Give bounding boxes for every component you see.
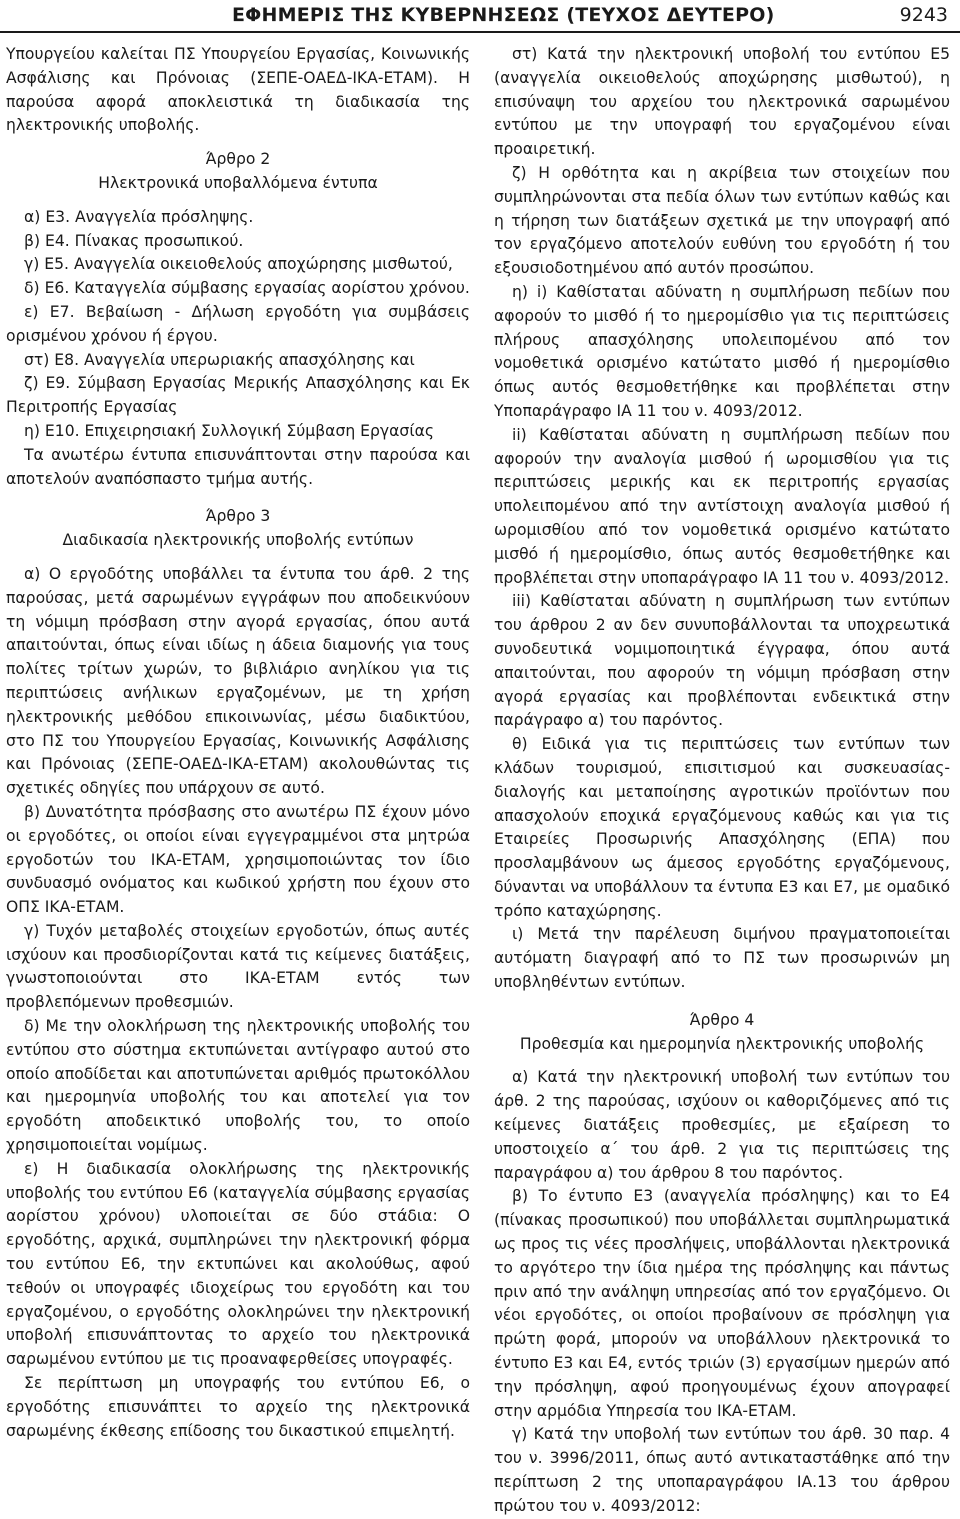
list-item: β) Ε4. Πίνακας προσωπικού. [24,231,244,250]
article-paragraph: γ) Τυχόν μεταβολές στοιχείων εργοδοτών, όπως αυτές ισχύουν και προσδιορίζονται κατά τις κείμενες διατάξεις, γνωστοποιούνται στο ΙΚΑ-ΕΤΑΜ εντός των προβλεπόμενων προθεσμιών. [6,921,470,1012]
article-3-subtitle: Διαδικασία ηλεκτρονικής υποβολής εντύπων [62,531,414,550]
list-item: ζ) Ε9. Σύμβαση Εργασίας Μερικής Απασχόλησης και Εκ Περιτροπής Εργασίας [6,374,470,417]
list-item: α) Ε3. Αναγγελία πρόσληψης. [24,207,254,226]
article-paragraph: β) Δυνατότητα πρόσβασης στο ανωτέρω ΠΣ έχουν μόνο οι εργοδότες, οι οποίοι είναι εγγεγραμμένοι στα μητρώα εργοδοτών του ΙΚΑ-ΕΤΑΜ, χρησιμοποιώντας τον ίδιο συνδυασμό ονόματος και κωδικού χρήστη που έχουν στο ΟΠΣ ΙΚΑ-ΕΤΑΜ. [6,802,470,917]
list-item: γ) Ε5. Αναγγελία οικειοθελούς αποχώρησης μισθωτού, [24,255,453,274]
article-paragraph: α) Κατά την ηλεκτρονική υποβολή των εντύπων του άρθ. 2 της παρούσας, ισχύουν οι καθοριζόμενες από τις κείμενες διατάξεις προθεσμίες, με εξαίρεση το υποστοιχείο α΄ του άρθ. 2 για τις περιπτώσεις της παραγράφου α) του άρθρου 8 του παρόντος. [494,1068,950,1182]
right-column [494,43,950,1519]
article-paragraph: γ) Κατά την υποβολή των εντύπων του άρθ. 30 παρ. 4 του ν. 3996/2011, όπως αυτό αντικαταστάθηκε από την περίπτωση 2 της υποπαραγράφου ΙΑ.13 του άρθρου πρώτου του ν. 4093/2012: [494,1425,950,1515]
intro-paragraph: Υπουργείου καλείται ΠΣ Υπουργείου Εργασίας, Κοινωνικής Ασφάλισης και Πρόνοιας (ΣΕΠΕ-ΟΑΕΔ-ΙΚΑ-ΕΤΑΜ). Η παρούσα αφορά αποκλειστικά τη διαδικασία της ηλεκτρονικής υποβολής. [6,45,470,135]
article-4-title: Άρθρο 4 [689,1010,755,1029]
article-paragraph: ε) Η διαδικασία ολοκλήρωσης της ηλεκτρονικής υποβολής του εντύπου Ε6 (καταγγελία σύμβασης εργασίας αορίστου χρόνου) υλοποιείται σε δύο στάδια: Ο εργοδότης, αρχικά, συμπληρώνει την ηλεκτρονική φόρμα του εντύπου Ε6, την εκτυπώνει και ακολούθως, αφού τεθούν οι υπογραφές ιδιοχείρως του εργοδότη και του εργαζομένου, ο εργοδότης ολοκληρώνει την ηλεκτρονική υποβολή επισυνάπτοντας το αρχείο του ηλεκτρονικά σαρωμένου εντύπου με τις προαναφερθείσες υπογραφές. [6,1159,470,1369]
page-header [0,0,960,38]
article-paragraph: στ) Κατά την ηλεκτρονική υποβολή του εντύπου Ε5 (αναγγελία οικειοθελούς αποχώρησης μισθωτού), η επισύναψη του αρχείου του ηλεκτρονικά σαρωμένου εντύπου με την υπογραφή του εργαζομένου είναι προαιρετική. [494,45,950,159]
header-divider [0,31,960,33]
list-item: Τα ανωτέρω έντυπα επισυνάπτονται στην παρούσα και αποτελούν αναπόσπαστο τμήμα αυτής. [6,445,470,488]
list-item: στ) Ε8. Αναγγελία υπερωριακής απασχόλησης και [24,350,415,369]
list-item: ε) Ε7. Βεβαίωση - Δήλωση εργοδότη για συμβάσεις ορισμένου χρόνου ή έργου. [6,302,470,345]
list-item: δ) Ε6. Καταγγελία σύμβασης εργασίας αορίστου χρόνου. [24,279,470,298]
article-paragraph: iii) Καθίσταται αδύνατη η συμπλήρωση των εντύπων του άρθρου 2 αν δεν συνυποβάλλονται τα υποχρεωτικά συνοδευτικά νομιμοποιητικά έγγραφα, όπου αυτά απαιτούνται, που αφορούν τη νόμιμη πρόσβαση στην αγορά εργασίας και προβλέπονται ενδεικτικά στην παράγραφο α) του παρόντος. [494,592,950,730]
article-paragraph: δ) Με την ολοκλήρωση της ηλεκτρονικής υποβολής του εντύπου στο σύστημα εκτυπώνεται αντίγραφο αυτού στο οποίο αποδίδεται και αποτυπώνεται αριθμός πρωτοκόλλου και ημερομηνία υποβολής του και αποτελεί για τον εργοδότη αποδεικτικό υποβολής του, το οποίο χρησιμοποιείται νομίμως. [6,1017,470,1155]
article-paragraph: η) i) Καθίσταται αδύνατη η συμπλήρωση πεδίων που αφορούν το μισθό ή το ημερομίσθιο για τις περιπτώσεις πλήρους απασχόλησης υπολειπομένου από τον νομοθετικά ορισμένο κατώτατο μισθό ή ημερομίσθιο όπως αυτός θεσμοθετήθηκε και προβλέπεται στην Υποπαράγραφο ΙΑ 11 του ν. 4093/2012. [494,282,950,420]
article-3-title: Άρθρο 3 [205,507,271,526]
article-paragraph: ζ) Η ορθότητα και η ακρίβεια των στοιχείων που συμπληρώνονται στα πεδία όλων των εντύπων καθώς και η τήρηση των διατάξεων σχετικά με την υπογραφή από τον εργαζόμενο αποτελούν ευθύνη του εργοδότη ή του εξουσιοδοτημένου από αυτόν προσώπου. [494,163,950,278]
article-paragraph: α) Ο εργοδότης υποβάλλει τα έντυπα του άρθ. 2 της παρούσας, μετά σαρωμένων εγγράφων που αποδεικνύουν τη νόμιμη πρόσβαση στην αγορά εργασίας, όπου αυτά απαιτούνται, όπως είναι ιδίως η άδεια διαμονής για τους πολίτες τρίτων χωρών, το βιβλιάριο ανηλίκου για τις περιπτώσεις ανήλικων εργαζομένων, με τη χρήση ηλεκτρονικής μεθόδου επικοινωνίας, μέσω διαδικτύου, στο ΠΣ του Υπουργείου Εργασίας, Κοινωνικής Ασφάλισης και Πρόνοιας (ΣΕΠΕ-ΟΑΕΔ-ΙΚΑ-ΕΤΑΜ) ακολουθώντας τις σχετικές οδηγίες που υπάρχουν σε αυτό. [6,564,470,798]
article-paragraph: ι) Μετά την παρέλευση διμήνου πραγματοποιείται αυτόματη διαγραφή από το ΠΣ των προσωρινών μη υποβληθέντων εντύπων. [494,925,950,992]
gazette-title: ΕΦΗΜΕΡΙΣ ΤΗΣ ΚΥΒΕΡΝΗΣΕΩΣ (ΤΕΥΧΟΣ ΔΕΥΤΕΡΟ) [232,4,775,26]
article-paragraph: ii) Καθίσταται αδύνατη η συμπλήρωση πεδίων που αφορούν την αναλογία μισθού ή ωρομισθίου για τις περιπτώσεις μερικής και εκ περιτροπής εργασίας υπολειπομένου από την αντίστοιχη αναλογία μισθού ή ωρομισθίου από τον νομοθετικά ορισμένο κατώτατο μισθό ή ημερομίσθιο, όπως αυτός θεσμοθετήθηκε και προβλέπεται στην υποπαράγραφο ΙΑ 11 του ν. 4093/2012. [494,425,950,587]
list-item: η) Ε10. Επιχειρησιακή Συλλογική Σύμβαση Εργασίας [24,421,435,440]
article-paragraph: β) Το έντυπο Ε3 (αναγγελία πρόσληψης) και το Ε4 (πίνακας προσωπικού) που υποβάλλεται συμπληρωματικά ως προς τις νέες προσλήψεις, υποβάλλονται ηλεκτρονικά το αργότερο την ίδια ημέρα της πρόσληψης και πάντως πριν από την ανάληψη υπηρεσίας από τον εργαζόμενο. Οι νέοι εργοδότες, οι οποίοι προβαίνουν σε πρόσληψη για πρώτη φορά, μπορούν να υποβάλλουν ηλεκτρονικά το έντυπο Ε3 και Ε4, εντός τριών (3) εργασίμων ημερών από την πρόσληψη, αφού προηγουμένως έχουν απογραφεί στην αρμόδια Υπηρεσία του ΙΚΑ-ΕΤΑΜ. [494,1187,950,1420]
article-paragraph: θ) Ειδικά για τις περιπτώσεις των εντύπων των κλάδων τουρισμού, επισιτισμού και συσκευασίας- διαλογής και μεταποίησης αγροτικών προϊόντων που απασχολούν εποχικά εργαζόμενους καθώς και για τις Εταιρείες Προσωρινής Απασχόλησης (ΕΠΑ) που προσλαμβάνουν ως άμεσος εργοδότης εργαζόμενους, δύνανται να υποβάλλουν τα έντυπα Ε3 και Ε7, με ομαδικό τρόπο καταχώρησης. [494,735,950,920]
left-column [6,43,470,1443]
article-2-title: Άρθρο 2 [205,150,271,169]
article-4-subtitle: Προθεσμία και ημερομηνία ηλεκτρονικής υποβολής [519,1034,925,1053]
article-2-subtitle: Ηλεκτρονικά υποβαλλόμενα έντυπα [98,173,378,192]
page-number: 9243 [899,4,948,26]
article-paragraph: Σε περίπτωση μη υπογραφής του εντύπου Ε6, ο εργοδότης επισυνάπτει το αρχείο της ηλεκτρονικά σαρωμένης έκθεσης επίδοσης του δικαστικού επιμελητή. [6,1374,470,1440]
